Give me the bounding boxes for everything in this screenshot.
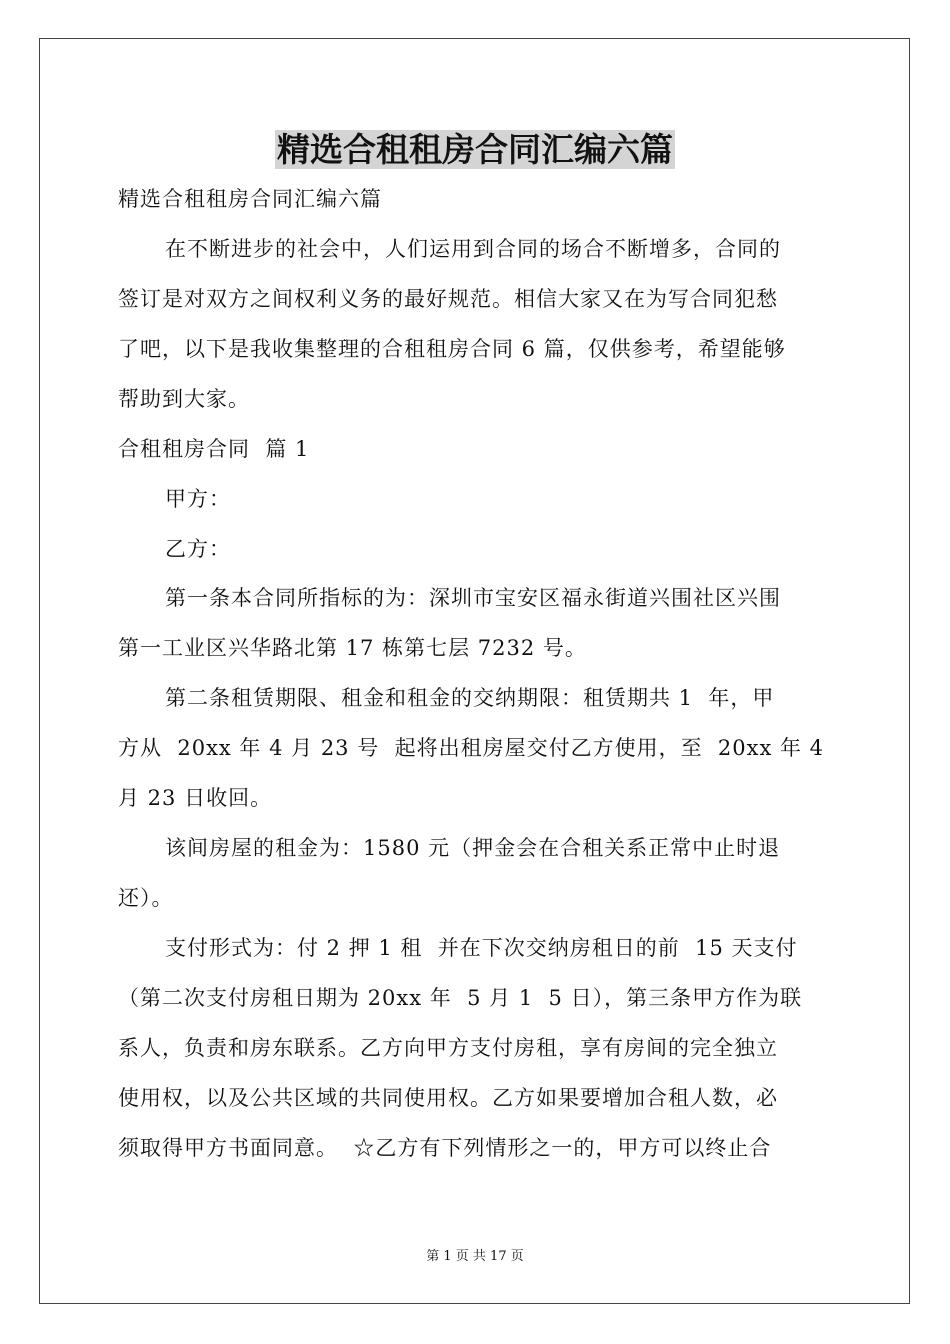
paragraph-line: 该间房屋的租金为：1580 元（押金会在合租关系正常中止时退 [165,836,781,860]
paragraph-line: 帮助到大家。 [118,387,250,411]
page-footer: 第 1 页 共 17 页 [426,1249,524,1264]
section-heading: 合租租房合同 篇 1 [118,437,310,461]
paragraph-line: 还）。 [118,886,174,910]
subtitle-line: 精选合租租房合同汇编六篇 [118,187,382,211]
paragraph-line: 使用权，以及公共区域的共同使用权。乙方如果要增加合租人数，必 [118,1086,778,1110]
paragraph-line: 第二条租赁期限、租金和租金的交纳期限：租赁期共 1 年，甲 [165,686,775,710]
document-title: 精选合租租房合同汇编六篇 [277,130,673,169]
paragraph-line: 签订是对双方之间权利义务的最好规范。相信大家又在为写合同犯愁 [118,287,778,311]
paragraph-line: 须取得甲方书面同意。 ☆乙方有下列情形之一的，甲方可以终止合 [118,1136,772,1160]
party-a-line: 甲方： [165,487,231,511]
paragraph-line: 支付形式为：付 2 押 1 租 并在下次交纳房租日的前 15 天支付 [165,936,798,960]
paragraph-line: 系人，负责和房东联系。乙方向甲方支付房租，享有房间的完全独立 [118,1036,778,1060]
paragraph-line: 在不断进步的社会中，人们运用到合同的场合不断增多，合同的 [165,237,781,261]
paragraph-line: 第一条本合同所指标的为：深圳市宝安区福永街道兴围社区兴围 [165,586,781,610]
paragraph-line: 方从 20xx 年 4 月 23 号 起将出租房屋交付乙方使用，至 20xx 年 4 [118,736,825,760]
party-b-line: 乙方： [165,537,231,561]
paragraph-line: 第一工业区兴华路北第 17 栋第七层 7232 号。 [118,636,587,660]
paragraph-line: 月 23 日收回。 [118,786,273,810]
paragraph-line: （第二次支付房租日期为 20xx 年 5 月 1 5 日），第三条甲方作为联 [118,986,803,1010]
page-border [39,38,910,1304]
paragraph-line: 了吧，以下是我收集整理的合租租房合同 6 篇，仅供参考，希望能够 [118,337,786,361]
